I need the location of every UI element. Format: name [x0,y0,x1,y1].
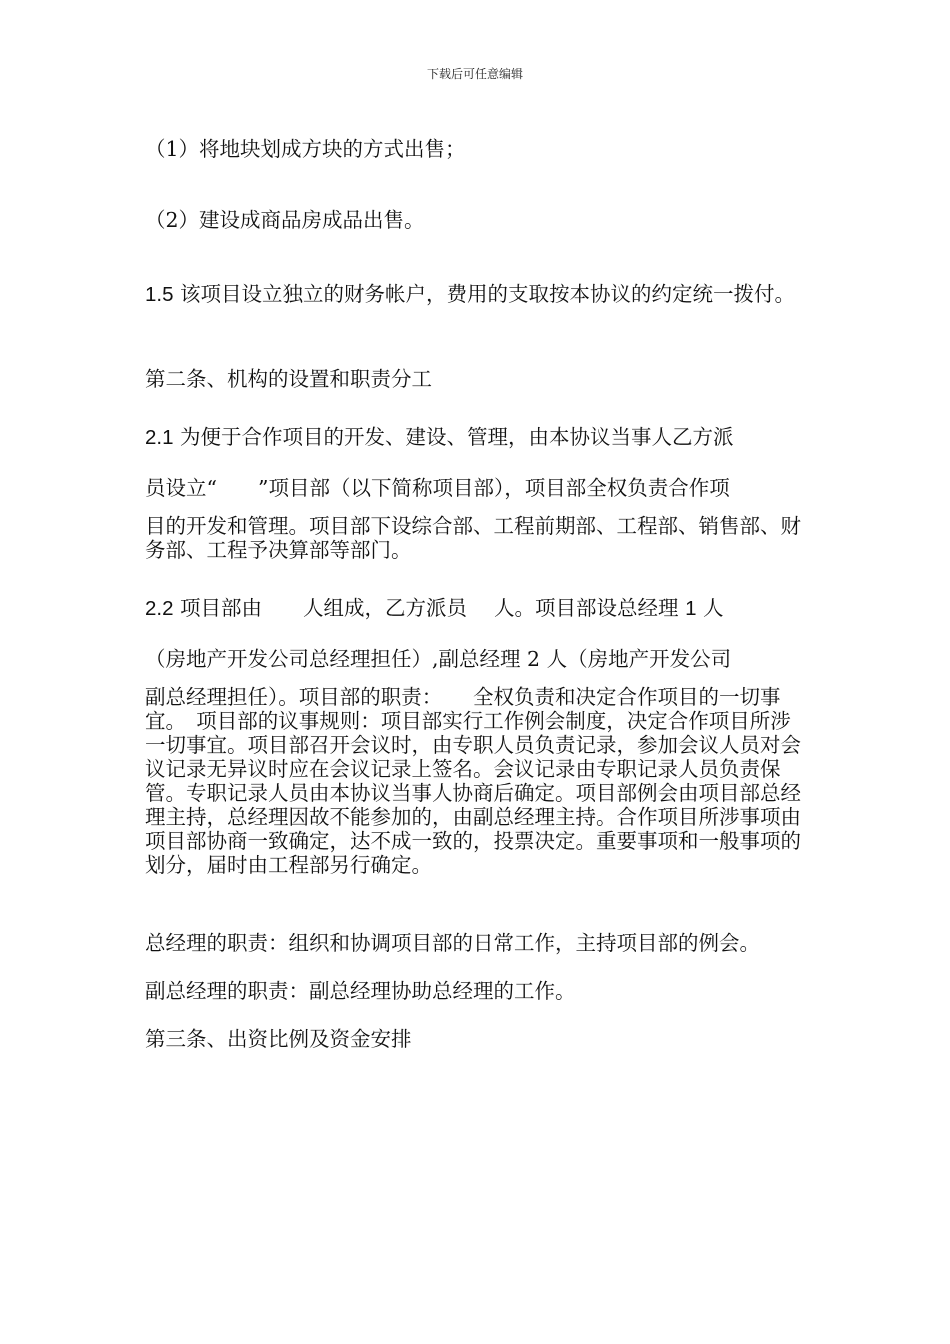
section-2-1-line-2: 员设立“ ”项目部（以下简称项目部），项目部全权负责合作项 [145,476,730,500]
section-2-2-paragraph: 副总经理担任）。项目部的职责： 全权负责和决定合作项目的一切事宜。 项目部的议事规则：项目部实行工作例会制度，决定合作项目所涉一切事宜。项目部召开会议时，由专职人员负责记录，参加会议人员对会议记录无异议时应在会议记录上签名。会议记录由专职记录人员负责保管。专职记录人员由本协议当事人协商后确定。项目部例会由项目部总经理主持，总经理因故不能参加的，由副总经理主持。合作项目所涉事项由项目部协商一致确定，达不成一致的，投票决定。重要事项和一般事项的划分，届时由工程部另行确定。 [145,685,801,877]
section-1-5 [145,282,815,307]
section-2-1-number: 2.1 [145,426,174,449]
section-2-2-line-1-count: 1 [685,597,697,620]
article-2-title: 第二条、机构的设置和职责分工 [145,367,432,391]
deputy-manager-duty: 副总经理的职责：副总经理协助总经理的工作。 [145,979,576,1003]
article-3-title: 第三条、出资比例及资金安排 [145,1027,412,1051]
section-2-2-line-1-text: 项目部由 人组成，乙方派员 人。项目部设总经理 [173,596,686,620]
page-header: 下载后可任意编辑 [426,67,523,81]
general-manager-duty: 总经理的职责：组织和协调项目部的日常工作，主持项目部的例会。 [145,931,760,955]
section-2-1-line-1-text: 为便于合作项目的开发、建设、管理，由本协议当事人乙方派 [173,425,734,449]
section-2-2-number: 2.2 [145,597,174,620]
section-1-5-text: 该项目设立独立的财务帐户，费用的支取按本协议的约定统一拨付。 [173,282,796,306]
section-1-5-number: 1.5 [145,283,174,306]
item-2-line: （2）建设成商品房成品出售。 [145,208,425,232]
section-2-1-line-1 [145,425,815,450]
section-2-2-line-2: （房地产开发公司总经理担任）,副总经理 2 人（房地产开发公司 [145,647,732,671]
section-2-1-paragraph: 目的开发和管理。项目部下设综合部、工程前期部、工程部、销售部、财务部、工程予决算部等部门。 [145,514,801,562]
section-2-2-line-1 [145,596,815,621]
item-1-line: （1）将地块划成方块的方式出售； [145,137,466,161]
section-2-2-line-1-end: 人 [696,596,724,620]
